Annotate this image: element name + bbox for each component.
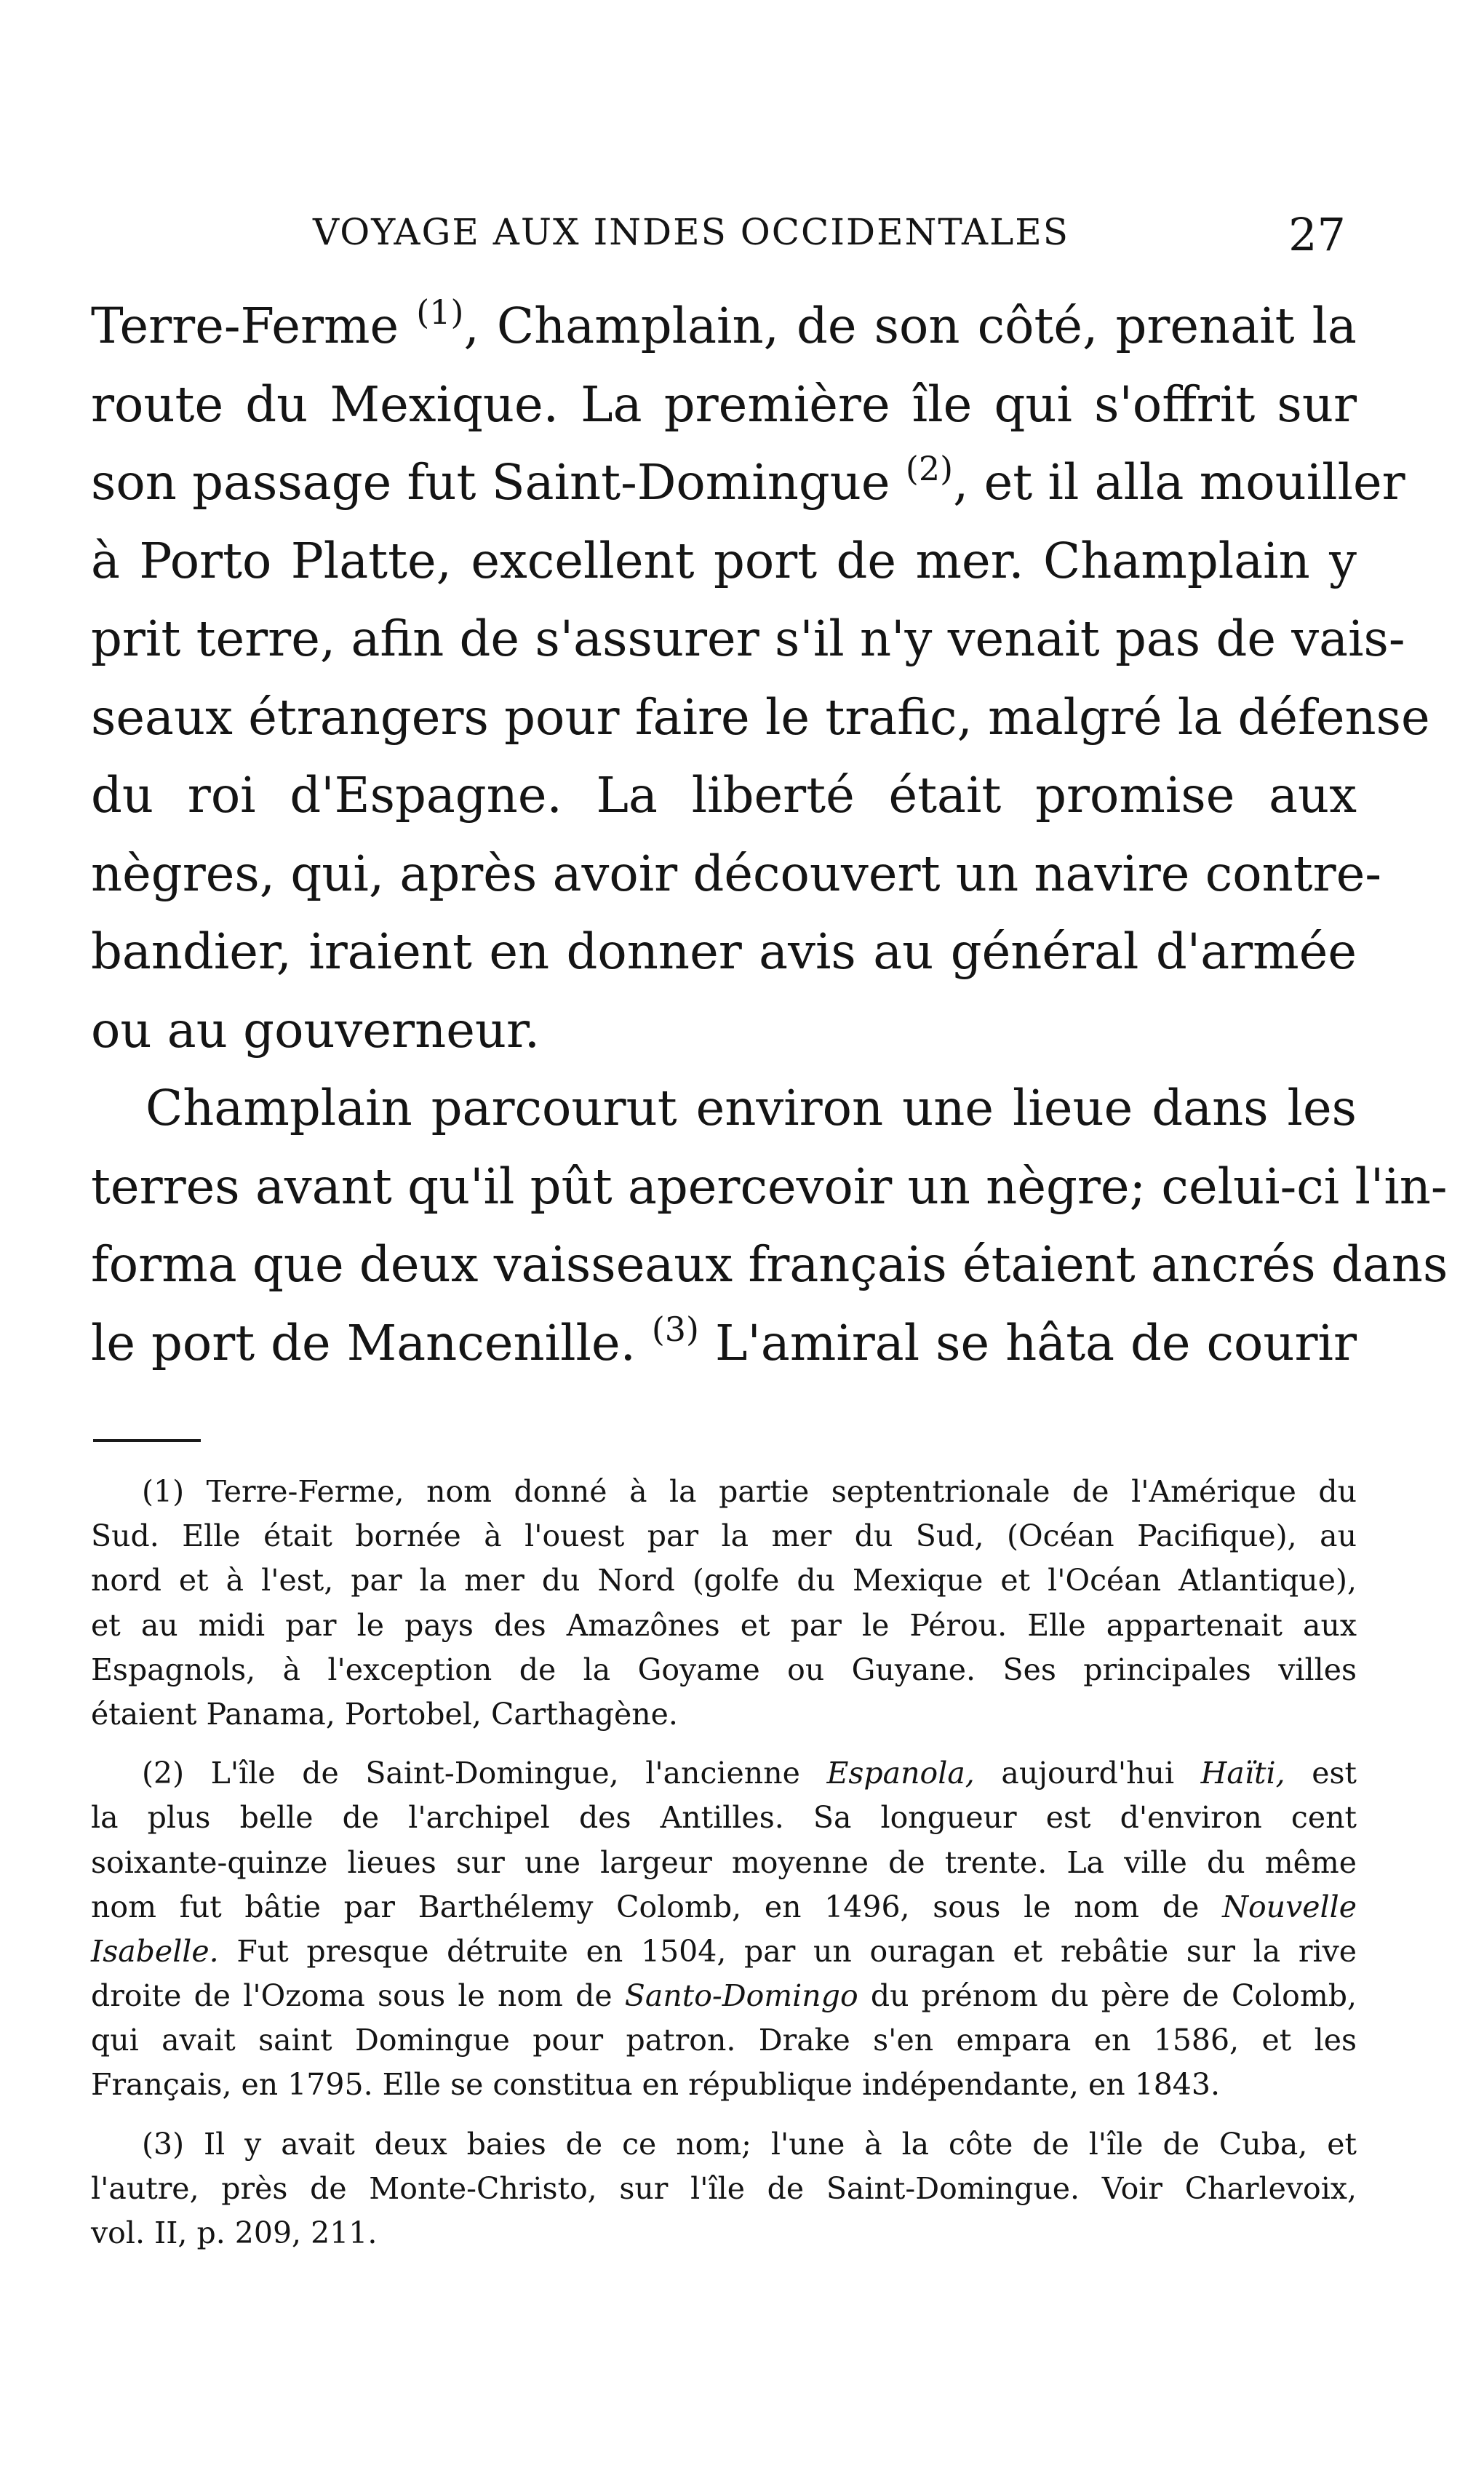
- note-line: nom fut bâtie par Barthélemy Colomb, en 1496, sous le nom de Nouvelle: [91, 1889, 1357, 1924]
- footnote-3: [91, 2122, 1357, 2256]
- note-line: droite de l'Ozoma sous le nom de Santo-Domingo du prénom du père de Colomb,: [91, 1978, 1357, 2014]
- footnotes: [91, 1470, 1357, 2270]
- note-line: la plus belle de l'archipel des Antilles. Sa longueur est d'environ cent: [91, 1800, 1357, 1836]
- page-number: 27: [1288, 208, 1346, 261]
- note-line: Espagnols, à l'exception de la Goyame ou Guyane. Ses principales villes: [91, 1652, 1357, 1687]
- footnote-ref-3: (3): [651, 1309, 700, 1349]
- note-line: vol. II, p. 209, 211.: [91, 2215, 378, 2250]
- running-head: [0, 208, 1484, 262]
- text-line: ou au gouverneur.: [91, 1001, 540, 1059]
- text-line: Terre-Ferme $^{(1)}$, Champlain, de son côté, prenait la: [91, 292, 1357, 354]
- footnote-ref-2: (2): [905, 449, 954, 488]
- footnote-2: [91, 1751, 1357, 2108]
- text-line: terres avant qu'il pût apercevoir un nègre; celui-ci l'in-: [91, 1158, 1448, 1215]
- note-line: (2) L'île de Saint-Domingue, l'ancienne Espanola, aujourd'hui Haïti, est: [142, 1756, 1357, 1791]
- text-line: Champlain parcourut environ une lieue dans les: [145, 1080, 1357, 1136]
- text-line: à Porto Platte, excellent port de mer. Champlain y: [91, 532, 1357, 589]
- text-line: route du Mexique. La première île qui s'offrit sur: [91, 375, 1357, 433]
- note-line: soixante-quinze lieues sur une largeur moyenne de trente. La ville du même: [91, 1844, 1357, 1880]
- text-line: nègres, qui, après avoir découvert un navire contre-: [91, 845, 1381, 902]
- note-line: Isabelle. Fut presque détruite en 1504, par un ouragan et rebâtie sur la rive: [91, 1933, 1357, 1969]
- body-text: [91, 287, 1448, 1382]
- footnote-1: [91, 1470, 1357, 1737]
- note-line: (1) Terre-Ferme, nom donné à la partie septentrionale de l'Amérique du: [142, 1474, 1357, 1509]
- note-line: nord et à l'est, par la mer du Nord (golfe du Mexique et l'Océan Atlantique),: [91, 1563, 1357, 1598]
- footnote-ref-1: (1): [416, 292, 464, 332]
- note-line: Sud. Elle était bornée à l'ouest par la mer du Sud, (Océan Pacifique), au: [91, 1518, 1357, 1554]
- running-title: VOYAGE AUX INDES OCCIDENTALES: [313, 211, 1070, 253]
- note-line: l'autre, près de Monte-Christo, sur l'île de Saint-Domingue. Voir Charlevoix,: [91, 2170, 1357, 2206]
- text-line: du roi d'Espagne. La liberté était promise aux: [91, 767, 1357, 824]
- footnote-rule: [93, 1439, 201, 1442]
- note-line: (3) Il y avait deux baies de ce nom; l'une à la côte de l'île de Cuba, et: [142, 2126, 1357, 2162]
- note-line: et au midi par le pays des Amazônes et par le Pérou. Elle appartenait aux: [91, 1607, 1357, 1643]
- text-line: prit terre, afin de s'assurer s'il n'y venait pas de vais-: [91, 610, 1405, 667]
- text-line: forma que deux vaisseaux français étaient ancrés dans: [91, 1236, 1448, 1293]
- text-line: son passage fut Saint-Domingue $^{(2)}$, et il alla mouiller: [91, 449, 1405, 511]
- text-line: bandier, iraient en donner avis au général d'armée: [91, 923, 1357, 980]
- note-line: qui avait saint Domingue pour patron. Drake s'en empara en 1586, et les: [91, 2023, 1357, 2058]
- text-line: le port de Mancenille. $^{(3)}$ L'amiral se hâta de courir: [91, 1309, 1357, 1371]
- note-line: étaient Panama, Portobel, Carthagène.: [91, 1696, 678, 1732]
- text-line: seaux étrangers pour faire le trafic, malgré la défense: [91, 688, 1430, 746]
- note-line: Français, en 1795. Elle se constitua en république indépendante, en 1843.: [91, 2067, 1221, 2103]
